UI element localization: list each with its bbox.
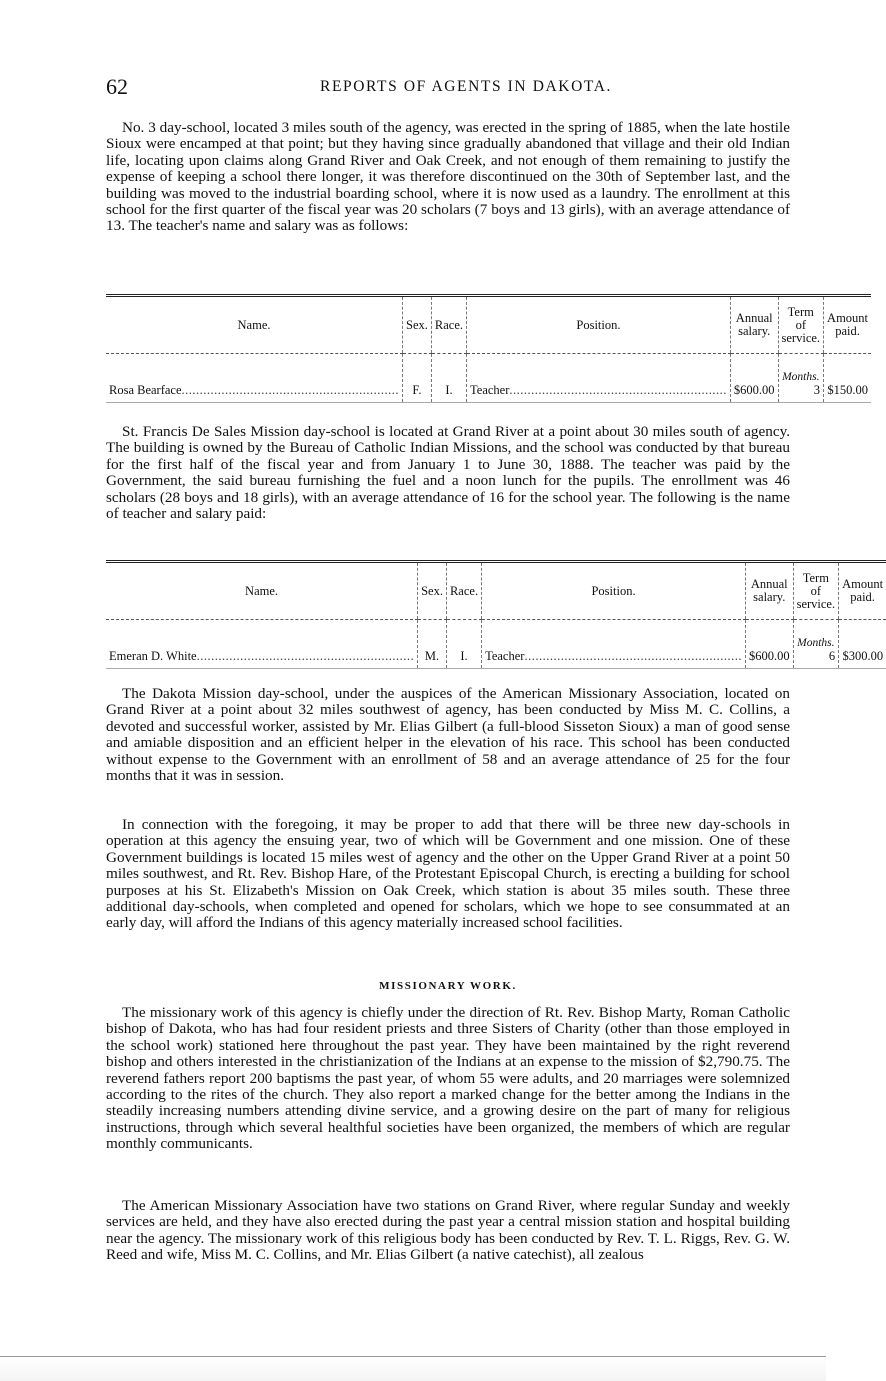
- position-title: Teacher: [485, 649, 525, 663]
- paragraph-no3-day-school: No. 3 day-school, located 3 miles south of the agency, was erected in the spring of 1885, when the late hostile Sioux were encamped at that point; but they having since gradually abandoned that village and their old Indian life, locating upon claims along Grand River and Oak Creek, and not enough of them remaining to justify the expense of keeping a school there longer, it was therefore discontinued on the 30th of September last, and the building was moved to the industrial boarding school, where it is now used as a laundry. The enrollment at this school for the first quarter of the fiscal year was 20 scholars (7 boys and 13 girls), with an average attendance of 13. The teacher's name and salary was as follows:: [106, 119, 790, 235]
- teacher-name: Emeran D. White: [109, 649, 197, 663]
- header-sex: Sex.: [403, 296, 432, 354]
- leader-dots: [197, 649, 415, 664]
- teacher-table-2: [106, 560, 886, 669]
- cell-name: [106, 620, 418, 669]
- cell-term: [778, 354, 824, 403]
- page-number: 62: [106, 74, 128, 99]
- cell-race: I.: [431, 354, 466, 403]
- cell-sex: M.: [418, 620, 447, 669]
- header-position: Position.: [482, 562, 746, 620]
- header-race: Race.: [446, 562, 481, 620]
- cell-race: I.: [446, 620, 481, 669]
- header-salary: Annual salary.: [730, 296, 778, 354]
- position-title: Teacher: [470, 383, 510, 397]
- running-head: REPORTS OF AGENTS IN DAKOTA.: [320, 78, 612, 95]
- cell-amount: $300.00: [839, 620, 886, 669]
- paragraph-missionary-work: The missionary work of this agency is chiefly under the direction of Rt. Rev. Bishop Marty, Roman Catholic bishop of Dakota, who has had four resident priests and three Sisters of Charity (other than those employed in the school work) stationed here throughout the past year. They have been maintained by the right reverend bishop and others interested in the christianization of the Indians at an expense to the mission of $2,790.75. The reverend fathers report 200 baptisms the past year, of whom 55 were adults, and 20 marriages were solemnized according to the rites of the church. They also report a marked change for the better among the Indians in the steadily increasing numbers attending divine service, and a growing desire on the part of many for religious instructions, through which several healthful societies have been organized, the members of which are regular monthly communicants.: [106, 1004, 790, 1153]
- leader-dots: [182, 383, 400, 398]
- header-term: Term of service.: [778, 296, 824, 354]
- header-position: Position.: [467, 296, 731, 354]
- cell-amount: $150.00: [824, 354, 871, 403]
- leader-dots: [509, 383, 727, 398]
- paragraph-american-missionary: The American Missionary Association have two stations on Grand River, where regular Sunday and weekly services are held, and they have also erected during the past year a central mission station and hospital building near the agency. The missionary work of this religious body has been conducted by Rev. T. L. Riggs, Rev. G. W. Reed and wife, Miss M. C. Collins, and Mr. Elias Gilbert (a native catechist), all zealous: [106, 1197, 790, 1264]
- cell-salary: $600.00: [730, 354, 778, 403]
- term-unit: Months.: [797, 637, 835, 649]
- term-value: 6: [828, 649, 836, 663]
- table-row: [106, 620, 886, 669]
- page-bottom-edge: [0, 1356, 826, 1381]
- cell-term: [793, 620, 839, 669]
- header-term: Term of service.: [793, 562, 839, 620]
- header-name: Name.: [106, 296, 403, 354]
- paragraph-new-day-schools: In connection with the foregoing, it may be proper to add that there will be three new day-schools in operation at this agency the ensuing year, two of which will be Government and one mission. One of these Government buildings is located 15 miles west of agency and the other on the Upper Grand River at a point 50 miles southwest, and Rt. Rev. Bishop Hare, of the Protestant Episcopal Church, is erecting a building for school purposes at his St. Elizabeth's Mission on Oak Creek, which station is about 35 miles south. These three additional day-schools, when completed and opened for scholars, which we hope to see consummated at an early day, will afford the Indians of this agency materially increased school facilities.: [106, 816, 790, 932]
- term-unit: Months.: [782, 371, 820, 383]
- header-race: Race.: [431, 296, 466, 354]
- cell-position: [467, 354, 731, 403]
- paragraph-dakota-mission: The Dakota Mission day-school, under the auspices of the American Missionary Association, located on Grand River at a point about 32 miles southwest of agency, has been conducted by Miss M. C. Collins, a devoted and successful worker, assisted by Mr. Elias Gilbert (a full-blood Sisseton Sioux) a man of good sense and amiable disposition and an efficient helper in the elevation of his race. This school has been conducted without expense to the Government with an enrollment of 58 and an average attendance of 25 for the four months that it was in session.: [106, 685, 790, 785]
- table-header-row: [106, 562, 886, 620]
- cell-sex: F.: [403, 354, 432, 403]
- paragraph-st-francis: St. Francis De Sales Mission day-school is located at Grand River at a point about 30 miles south of agency. The building is owned by the Bureau of Catholic Indian Missions, and the school was conducted by that bureau for the first half of the fiscal year and from January 1 to June 30, 1888. The teacher was paid by the Government, the said bureau furnishing the fuel and a noon lunch for the pupils. The enrollment was 46 scholars (28 boys and 18 girls), with an average attendance of 16 for the school year. The following is the name of teacher and salary paid:: [106, 423, 790, 523]
- header-sex: Sex.: [418, 562, 447, 620]
- page-header: [106, 74, 786, 104]
- table-row: [106, 354, 871, 403]
- header-salary: Annual salary.: [745, 562, 793, 620]
- section-heading-missionary-work: MISSIONARY WORK.: [379, 980, 517, 992]
- header-amount: Amount paid.: [839, 562, 886, 620]
- header-amount: Amount paid.: [824, 296, 871, 354]
- cell-position: [482, 620, 746, 669]
- cell-name: [106, 354, 403, 403]
- term-value: 3: [813, 383, 821, 397]
- teacher-table-1: [106, 294, 871, 403]
- header-name: Name.: [106, 562, 418, 620]
- cell-salary: $600.00: [745, 620, 793, 669]
- table-header-row: [106, 296, 871, 354]
- leader-dots: [524, 649, 742, 664]
- teacher-name: Rosa Bearface: [109, 383, 182, 397]
